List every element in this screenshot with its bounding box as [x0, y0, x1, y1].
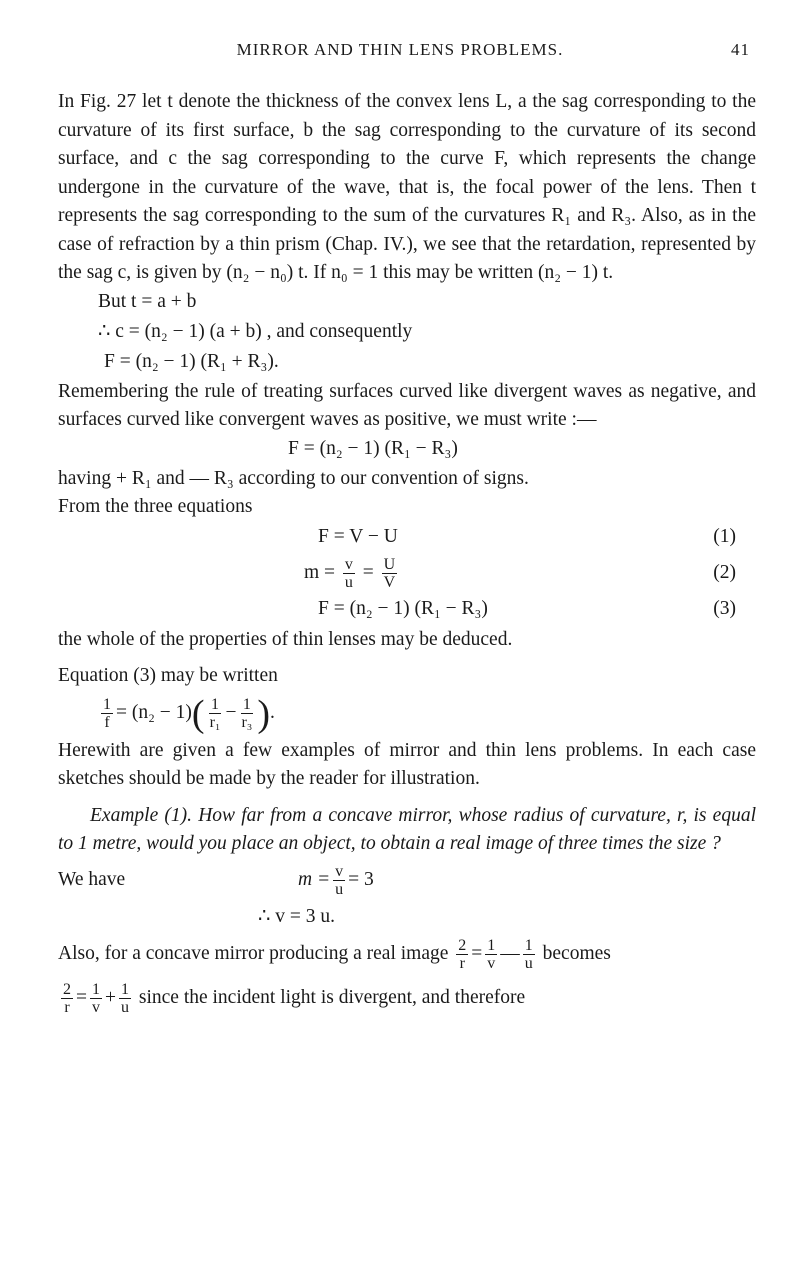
paragraph-deduced: the whole of the properties of thin lenses may be deduced. — [58, 628, 513, 650]
paragraph-equation3-written: Equation (3) may be written — [58, 665, 278, 686]
example-1-text: How far from a concave mirror, whose radius of curvature, r, is equal to 1 metre, would you place an object, to obtain a real image of three times the size ? — [58, 804, 756, 854]
equation-therefore: ∴ c = (n₂ − 1) (a + b) , and consequently — [98, 321, 413, 343]
page-body — [58, 88, 756, 1021]
equation-lens-maker: $\frac{1}{f}$ = (n₂ − 1) ( $\frac{1}{\text{r₁}}$ − $\frac{1}{\text{r₃}}$ ) . — [103, 692, 275, 735]
header-title: MIRROR AND THIN LENS PROBLEMS. — [236, 40, 564, 59]
equation-2: m = $\frac{v}{u}$ = $\frac{U}{V}$ (2) — [58, 554, 756, 594]
fraction-v-over-u: $\frac{v}{u}$ — [344, 556, 353, 591]
equation-2-number: (2) — [713, 562, 736, 584]
equation-3-number: (3) — [713, 598, 736, 620]
equation-3: F = (n₂ − 1) (R₁ − R₃) (3) — [58, 594, 756, 626]
paragraph-divergent: $\frac{2}{r}$ = $\frac{1}{v}$ + $\frac{1}{u}$ since the incident light is divergent, and therefore — [63, 981, 526, 1016]
paragraph-convention: having + R₁ and — R₃ according to our convention of signs. — [58, 467, 529, 489]
paragraph-sign-rule: Remembering the rule of treating surfaces curved like divergent waves as negative, and surfaces curved like convergent waves as positive, we must write :— — [58, 380, 756, 430]
fraction-U-over-V: $\frac{U}{V}$ — [383, 556, 396, 591]
paragraph-concave-mirror: Also, for a concave mirror producing a real image $\frac{2}{r}$ = $\frac{1}{v}$ — $\frac{1}{u}$ becomes — [58, 937, 611, 972]
paragraph-examples-intro: Herewith are given a few examples of mirror and thin lens problems. In each case sketches should be made by the reader for illustration. — [58, 739, 756, 789]
paragraph-fig27: In Fig. 27 let t denote the thickness of the convex lens L, a the sag corresponding to the curvature of its first surface, b the sag corresponding to the curvature of its second surface, and c the sag corresponding to the curve F, which represents the change undergone in the curvature of the wave, that is, the focal power of the lens. Then t represents the sag corresponding to the sum of the curvatures R₁ and R₃. Also, as in the case of refraction by a thin prism (Chap. IV.), we see that the retardation, represented by the sag c, is given by (n₂ − n₀) t. If n₀ = 1 this may be written (n₂ − 1) t. — [58, 91, 756, 283]
running-header — [0, 40, 800, 64]
paragraph-three-equations: From the three equations — [58, 496, 253, 517]
example-1-label: Example (1). — [90, 804, 193, 826]
equation-magnification: We have m = $\frac{v}{u}$ = 3 — [58, 863, 374, 898]
page-number: 41 — [731, 40, 750, 59]
equation-1: F = V − U (1) — [58, 522, 756, 554]
equation-1-number: (1) — [713, 526, 736, 548]
equation-but: But t = a + b — [98, 291, 197, 313]
equation-v-equals-3u: ∴ v = 3 u. — [258, 906, 336, 928]
equation-focal-power-diff: F = (n₂ − 1) (R₁ − R₃) — [288, 438, 458, 460]
example-1 — [58, 802, 756, 859]
equation-focal-power-sum: F = (n₂ − 1) (R₁ + R₃). — [104, 351, 279, 373]
